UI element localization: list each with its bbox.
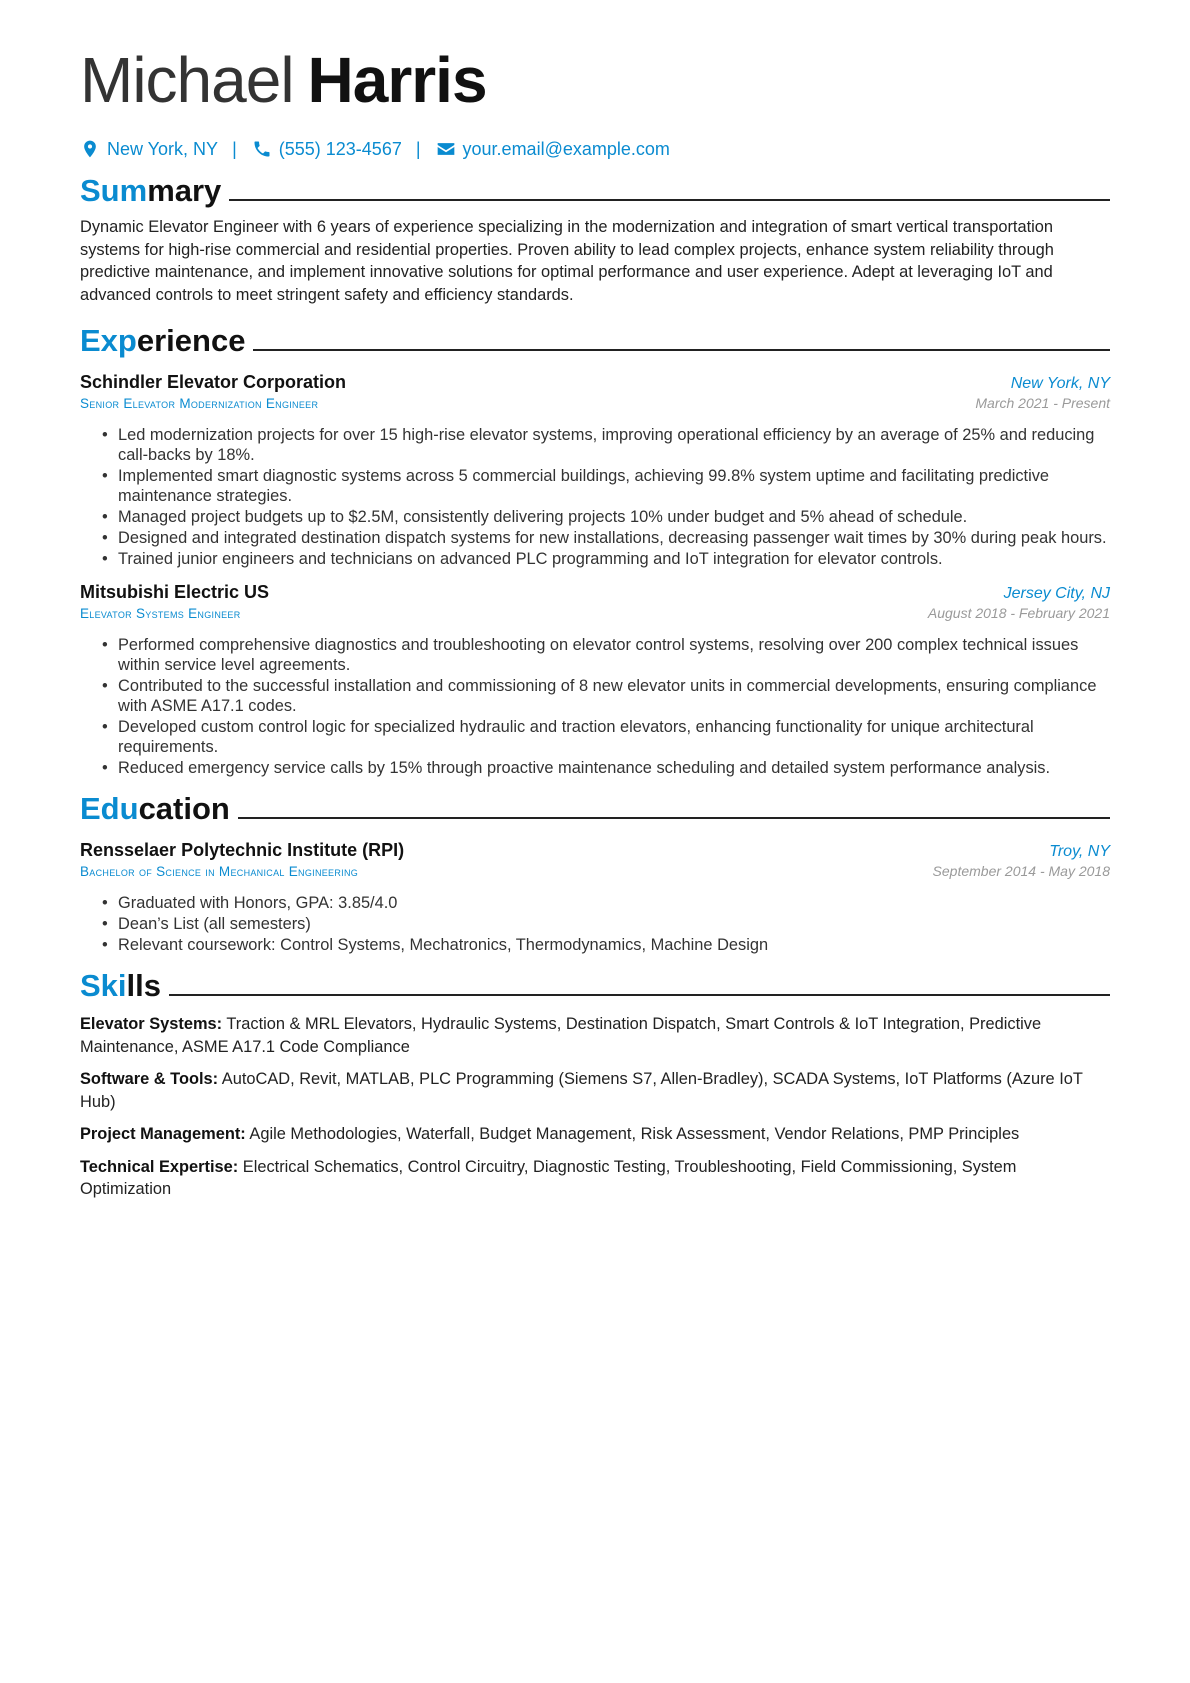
achievement-list [80, 635, 1110, 778]
section-title: Summary [80, 173, 222, 208]
job-dates: August 2018 - February 2021 [927, 605, 1110, 621]
phone-icon [252, 139, 272, 159]
list-item: • Dean’s List (all semesters) [118, 914, 1110, 934]
summary-text: Dynamic Elevator Engineer with 6 years of experience specializing in the modernization and integration of smart vertical transportation systems for high-rise commercial and residential properties. Proven ability to lead complex projects, enhance system reliability through predictive maintenance, and implement innovative solutions for optimal performance and user experience. Adept at leveraging IoT and advanced controls to meet stringent safety and efficiency standards. [80, 218, 1054, 304]
skill-line [80, 1068, 1110, 1113]
contact-separator: | [232, 138, 237, 159]
list-item: • Trained junior engineers and technicians on advanced PLC programming and IoT integration for elevator controls. [118, 549, 1110, 569]
envelope-icon [436, 139, 456, 159]
education-dates: September 2014 - May 2018 [932, 863, 1110, 879]
list-item: • Reduced emergency service calls by 15% through proactive maintenance scheduling and detailed system performance analysis. [118, 758, 1110, 778]
skill-category: Project Management: [80, 1125, 246, 1143]
experience-entry [80, 582, 1110, 778]
institution-location: Troy, NY [1049, 843, 1110, 860]
location-text: New York, NY [107, 138, 219, 159]
job-location: Jersey City, NJ [1003, 585, 1110, 602]
list-item: • Performed comprehensive diagnostics and troubleshooting on elevator control systems, resolving over 200 complex technical issues within service level agreements. [118, 635, 1110, 675]
section-divider [229, 199, 1110, 201]
contact-phone[interactable] [252, 139, 402, 160]
last-name: Harris [307, 44, 487, 116]
section-skills-header [80, 965, 1110, 1003]
skill-category: Technical Expertise: [80, 1157, 239, 1176]
list-item: • Relevant coursework: Control Systems, Mechatronics, Thermodynamics, Machine Design [118, 935, 1110, 955]
contact-location [80, 139, 218, 160]
section-title: Experience [80, 323, 246, 358]
section-education-header [80, 788, 1110, 826]
candidate-name [80, 0, 1110, 132]
section-experience-header [80, 320, 1110, 358]
list-item: • Contributed to the successful installation and commissioning of 8 new elevator units in commercial developments, ensuring compliance with ASME A17.1 codes. [118, 676, 1110, 716]
section-divider [253, 349, 1110, 351]
contact-email[interactable] [436, 139, 670, 160]
skill-items: Electrical Schematics, Control Circuitry, Diagnostic Testing, Troubleshooting, Field Commissioning, System Optimization [80, 1157, 1017, 1198]
job-title: Senior Elevator Modernization Engineer [80, 396, 319, 411]
list-item: • Implemented smart diagnostic systems across 5 commercial buildings, achieving 99.8% system uptime and facilitating predictive maintenance strategies. [118, 466, 1110, 506]
skill-line [80, 1156, 1110, 1201]
phone-text[interactable]: (555) 123-4567 [278, 138, 402, 159]
map-marker-icon [80, 139, 100, 159]
experience-entry [80, 372, 1110, 569]
skills-list [80, 1013, 1110, 1201]
job-dates: March 2021 - Present [975, 395, 1110, 411]
skill-items: Traction & MRL Elevators, Hydraulic Systems, Destination Dispatch, Smart Controls & IoT Integration, Predictive Maintenance, ASME A17.1 Code Compliance [80, 1015, 1042, 1056]
achievement-list [80, 425, 1110, 569]
skill-category: Elevator Systems: [80, 1015, 223, 1033]
employer-name: Schindler Elevator Corporation [80, 372, 347, 392]
section-divider [169, 994, 1110, 996]
skill-line [80, 1123, 1110, 1146]
email-link[interactable]: your.email@example.com [462, 138, 670, 159]
section-title: Skills [80, 968, 161, 1003]
skill-category: Software & Tools: [80, 1070, 219, 1088]
job-location: New York, NY [1010, 375, 1110, 392]
skill-items: AutoCAD, Revit, MATLAB, PLC Programming (Siemens S7, Allen-Bradley), SCADA Systems, IoT Platforms (Azure IoT Hub) [80, 1070, 1083, 1111]
section-title: Education [80, 791, 230, 826]
skill-items: Agile Methodologies, Waterfall, Budget Management, Risk Assessment, Vendor Relations, PMP Principles [249, 1125, 1020, 1143]
contact-separator: | [415, 138, 421, 159]
list-item: • Designed and integrated destination dispatch systems for new installations, decreasing passenger wait times by 30% during peak hours. [118, 528, 1110, 548]
education-entry [80, 840, 1110, 955]
section-divider [238, 817, 1110, 819]
list-item: • Graduated with Honors, GPA: 3.85/4.0 [118, 893, 1110, 913]
first-name: Michael [80, 44, 294, 116]
list-item: • Led modernization projects for over 15 high-rise elevator systems, improving operational efficiency by an average of 25% and reducing call-backs by 18%. [118, 425, 1110, 465]
contact-bar [80, 134, 1110, 164]
degree-title: Bachelor of Science in Mechanical Engineering [80, 864, 359, 879]
institution-name: Rensselaer Polytechnic Institute (RPI) [80, 840, 405, 860]
education-details-list [80, 893, 1110, 955]
skill-line [80, 1013, 1110, 1058]
list-item: • Managed project budgets up to $2.5M, consistently delivering projects 10% under budget and 5% ahead of schedule. [118, 507, 1110, 527]
job-title: Elevator Systems Engineer [80, 606, 241, 621]
section-summary-header [80, 170, 1110, 208]
employer-name: Mitsubishi Electric US [80, 582, 270, 602]
list-item: • Developed custom control logic for specialized hydraulic and traction elevators, enhancing functionality for unique architectural requirements. [118, 717, 1110, 757]
